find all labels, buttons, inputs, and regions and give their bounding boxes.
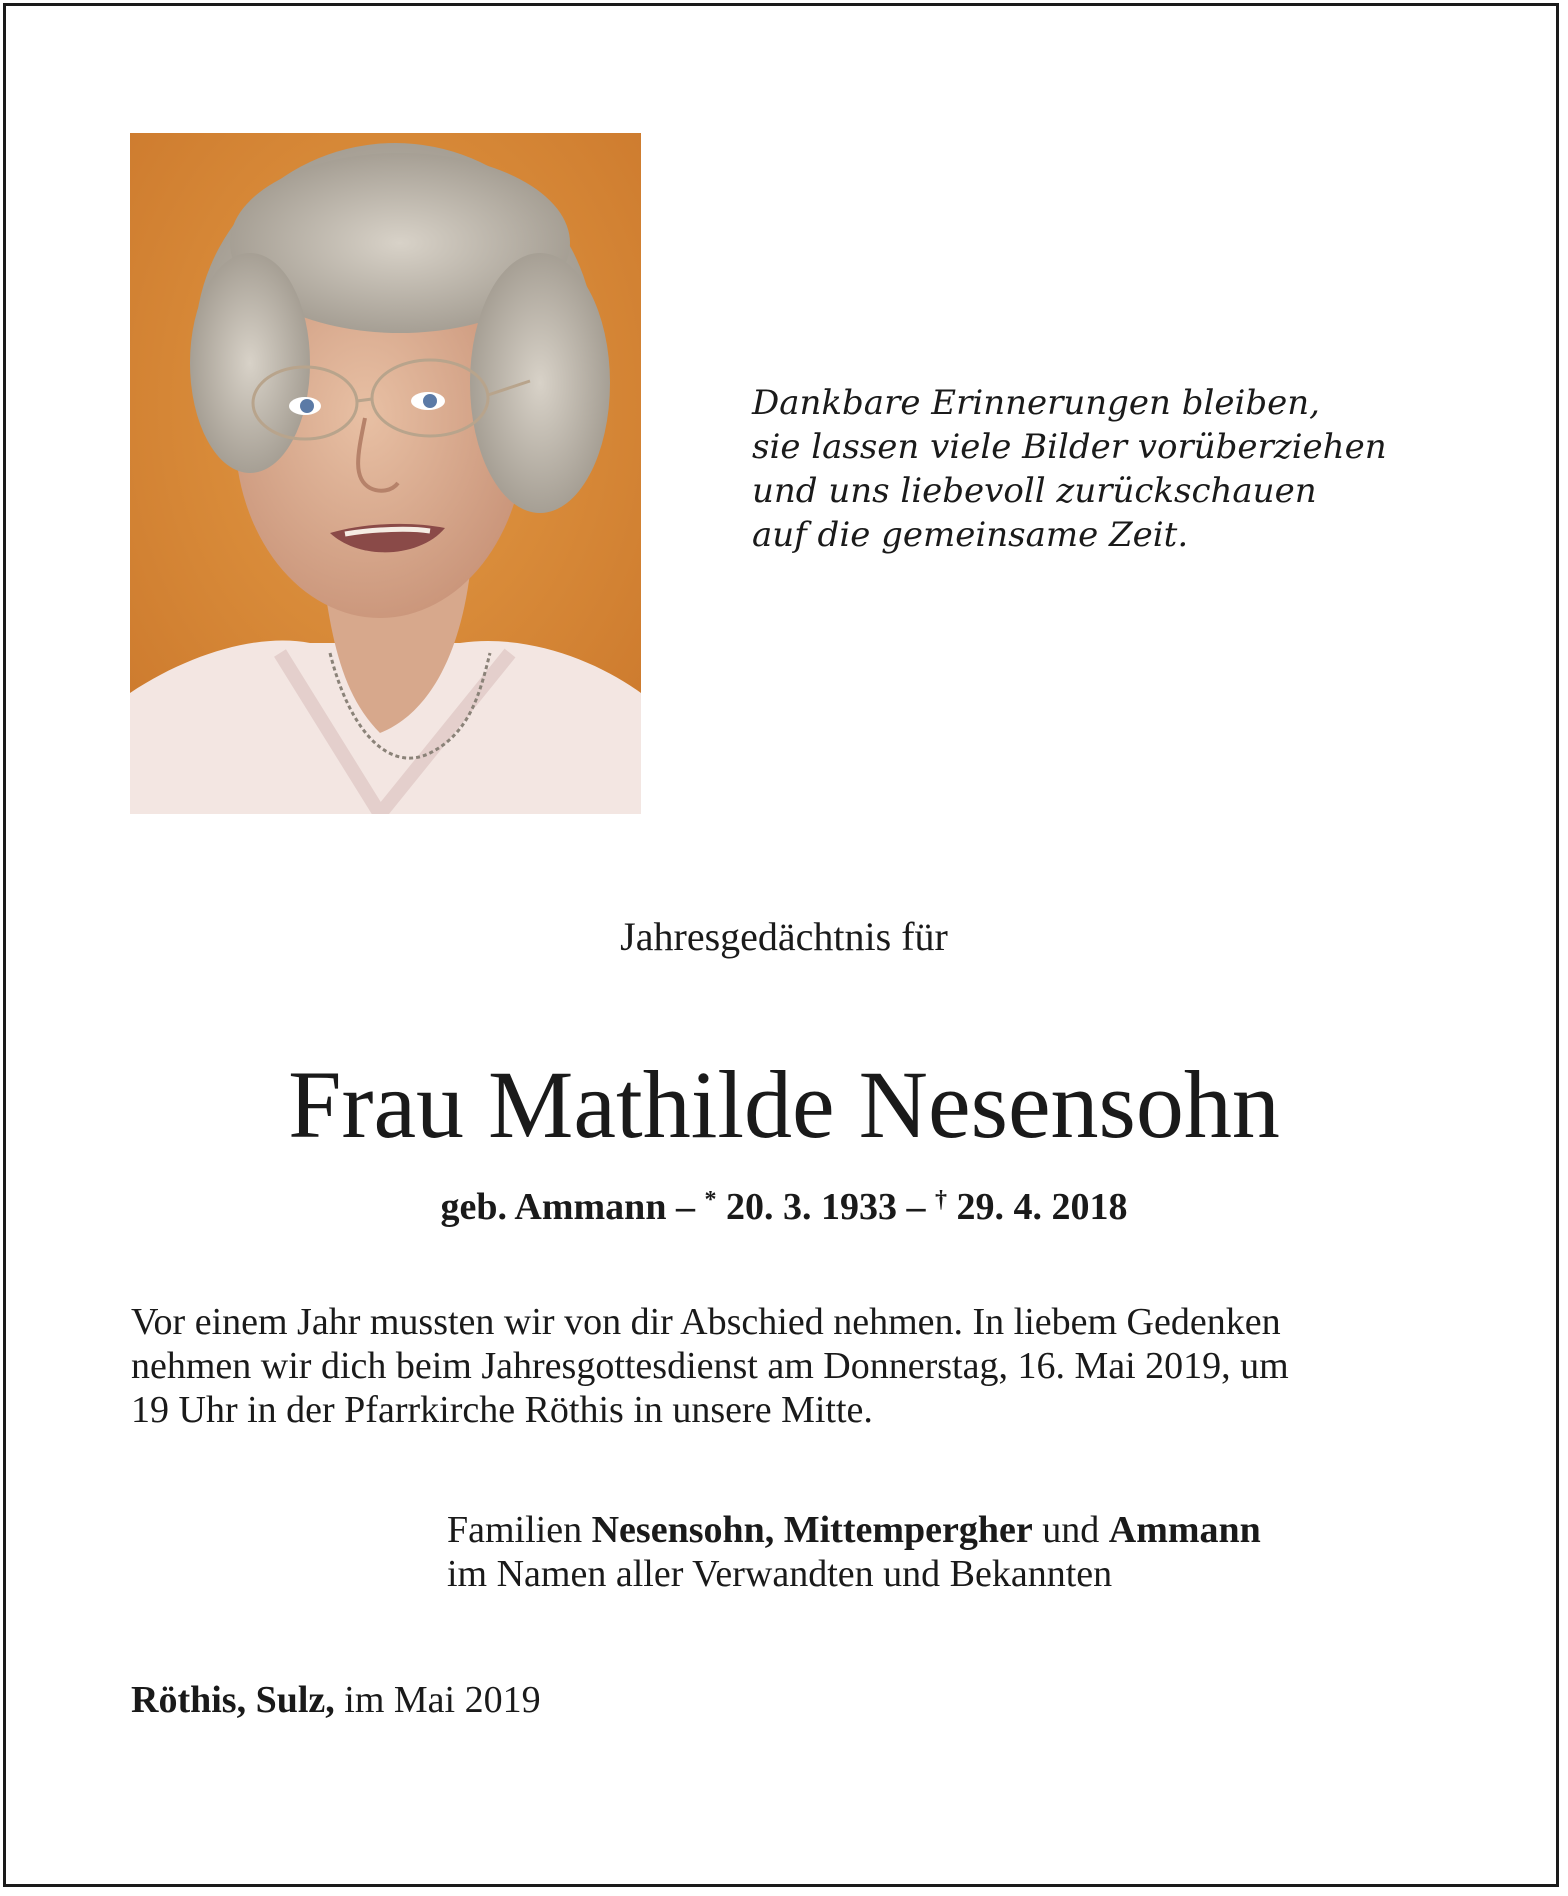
quote-line: Dankbare Erinnerungen bleiben, [752, 383, 1320, 423]
maiden-name: geb. Ammann [440, 1186, 667, 1228]
portrait-photo [130, 133, 641, 814]
birth-symbol: * [704, 1187, 717, 1213]
announcement-line: nehmen wir dich beim Jahresgottesdienst am Donnerstag, 16. Mai 2019, um [131, 1345, 1289, 1387]
families-prefix: Familien [447, 1509, 592, 1551]
birth-date: 20. 3. 1933 [716, 1186, 897, 1228]
life-dates [0, 1177, 1568, 1230]
family-signature [447, 1508, 1507, 1596]
death-symbol: † [934, 1187, 947, 1213]
announcement-line: 19 Uhr in der Pfarrkirche Röthis in unsere Mitte. [131, 1389, 873, 1431]
intro-heading: Jahresgedächtnis für [620, 914, 948, 959]
quote-line: auf die gemeinsame Zeit. [752, 515, 1189, 555]
place-and-date [131, 1678, 541, 1722]
memorial-quote [752, 381, 1452, 557]
death-date: 29. 4. 2018 [946, 1186, 1128, 1228]
relatives-line: im Namen aller Verwandten und Bekannten [447, 1553, 1113, 1595]
family-name-ammann: Ammann [1108, 1509, 1261, 1551]
announcement-line: Vor einem Jahr mussten wir von dir Abschied nehmen. In liebem Gedenken [131, 1301, 1281, 1343]
deceased-name: Frau Mathilde Nesensohn [288, 1051, 1280, 1158]
family-signature-line [447, 1508, 1507, 1552]
notice-date: im Mai 2019 [334, 1679, 541, 1721]
places: Röthis, Sulz, [131, 1679, 335, 1721]
family-names: Nesensohn, Mittempergher [591, 1509, 1033, 1551]
dash-separator: – [666, 1186, 705, 1228]
quote-line: sie lassen viele Bilder vorüberziehen [752, 427, 1387, 467]
dash-separator: – [896, 1186, 935, 1228]
families-conjunction: und [1032, 1509, 1109, 1551]
portrait-illustration [130, 133, 641, 814]
announcement-text [131, 1300, 1461, 1432]
quote-line: und uns liebevoll zurückschauen [752, 471, 1317, 511]
